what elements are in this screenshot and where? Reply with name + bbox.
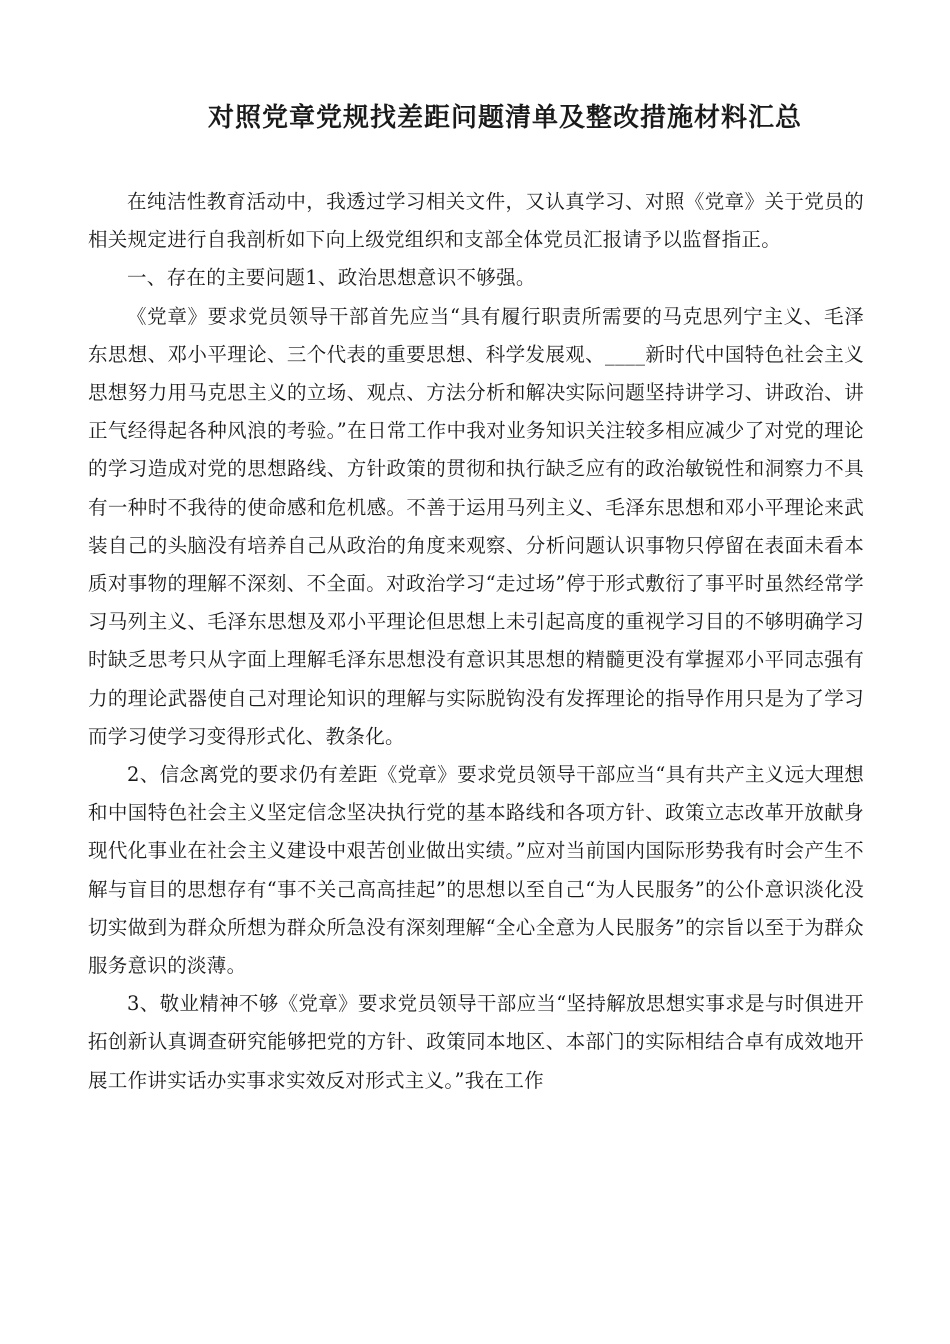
paragraph-issue-2: 2、信念离党的要求仍有差距《党章》要求党员领导干部应当“具有共产主义远大理想和中国特色社会主义坚定信念坚决执行党的基本路线和各项方针、政策立志改革开放献身现代化事业在社会主义建设中艰苦创业做出实绩。”应对当前国内国际形势我有时会产生不解与盲目的思想存有“事不关己高高挂起”的思想以至自己“为人民服务”的公仆意识淡化没切实做到为群众所想为群众所急没有深刻理解“全心全意为人民服务”的宗旨以至于为群众服务意识的淡薄。 [88,763,864,978]
document-body [88,183,864,1100]
paragraph-intro: 在纯洁性教育活动中，我透过学习相关文件，又认真学习、对照《党章》关于党员的相关规定进行自我剖析如下向上级党组织和支部全体党员汇报请予以监督指正。 [88,190,864,252]
paragraph-issue-3: 3、敬业精神不够《党章》要求党员领导干部应当“坚持解放思想实事求是与时俱进开拓创新认真调查研究能够把党的方针、政策同本地区、本部门的实际相结合卓有成效地开展工作讲实话办实事求实效反对形式主义。”我在工作 [88,992,864,1092]
paragraph-section-heading: 一、存在的主要问题1、政治思想意识不够强。 [127,266,536,290]
paragraph-issue-1: 《党章》要求党员领导干部首先应当“具有履行职责所需要的马克思列宁主义、毛泽东思想、邓小平理论、三个代表的重要思想、科学发展观、____新时代中国特色社会主义思想努力用马克思主义的立场、观点、方法分析和解决实际问题坚持讲学习、讲政治、讲正气经得起各种风浪的考验。”在日常工作中我对业务知识关注较多相应减少了对党的理论的学习造成对党的思想路线、方针政策的贯彻和执行缺乏应有的政治敏锐性和洞察力不具有一种时不我待的使命感和危机感。不善于运用马列主义、毛泽东思想和邓小平理论来武装自己的头脑没有培养自己从政治的角度来观察、分析问题认识事物只停留在表面未看本质对事物的理解不深刻、不全面。对政治学习“走过场”停于形式敷衍了事平时虽然经常学习马列主义、毛泽东思想及邓小平理论但思想上未引起高度的重视学习目的不够明确学习时缺乏思考只从字面上理解毛泽东思想没有意识其思想的精髓更没有掌握邓小平同志强有力的理论武器使自己对理论知识的理解与实际脱钩没有发挥理论的指导作用只是为了学习而学习使学习变得形式化、教条化。 [88,304,864,748]
page-title: 对照党章党规找差距问题清单及整改措施材料汇总 [207,103,802,133]
